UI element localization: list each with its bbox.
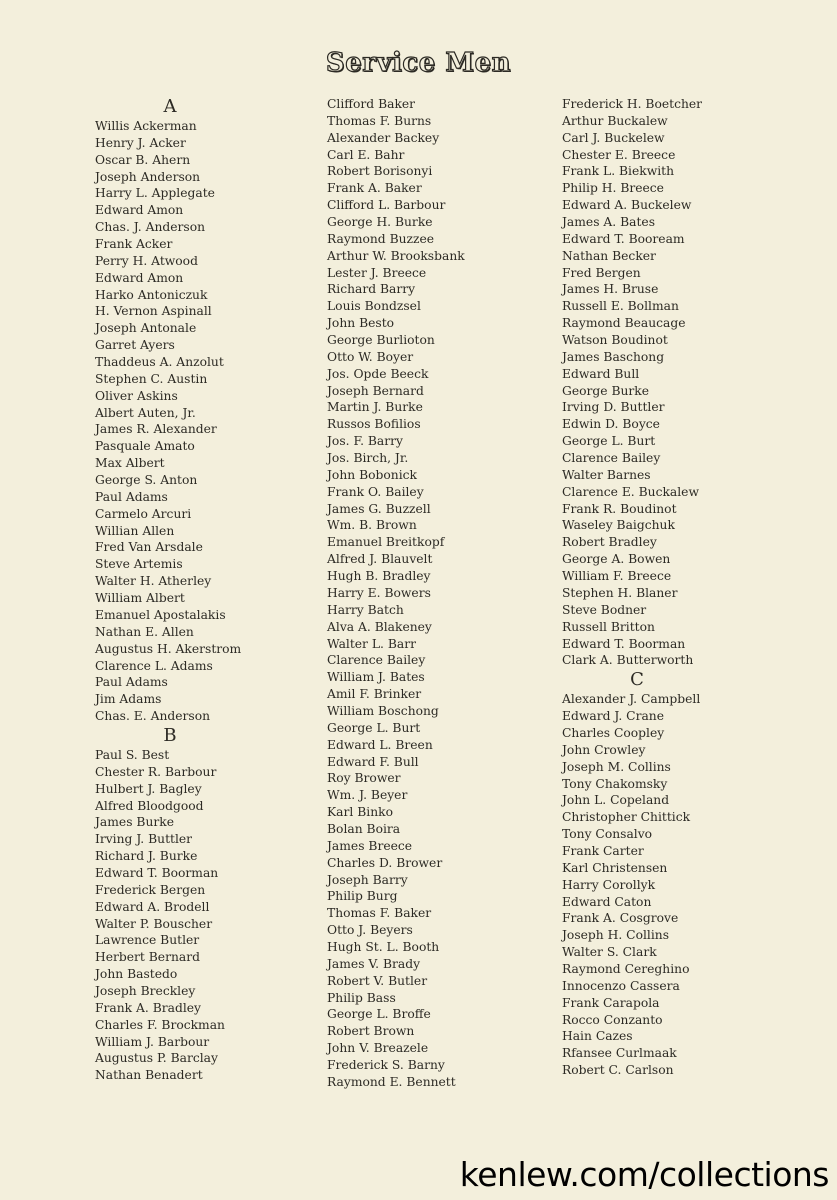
service-man-name: James Breece xyxy=(327,838,413,853)
service-man-name: Arthur W. Brooksbank xyxy=(327,248,465,263)
section-letter: B xyxy=(163,724,177,746)
service-man-name: George S. Anton xyxy=(95,473,198,488)
service-man-name: Irving D. Buttler xyxy=(562,400,665,415)
service-man-name: Russell E. Bollman xyxy=(562,299,679,314)
service-man-name: Clarence E. Buckalew xyxy=(562,484,699,499)
service-man-name: Clarence Bailey xyxy=(562,451,661,466)
service-man-name: Carl J. Buckelew xyxy=(562,130,665,145)
service-man-name: Walter Barnes xyxy=(562,467,651,482)
service-man-name: Edward A. Brodell xyxy=(95,899,210,914)
service-man-name: George Burlioton xyxy=(327,333,435,348)
service-man-name: Philip Bass xyxy=(327,990,396,1005)
service-man-name: James A. Bates xyxy=(562,215,656,230)
service-man-name: Alexander J. Campbell xyxy=(562,692,701,707)
service-man-name: Stephen C. Austin xyxy=(95,371,208,386)
service-man-name: Frank O. Bailey xyxy=(327,484,424,499)
service-man-name: Henry J. Acker xyxy=(95,135,186,150)
service-man-name: Raymond E. Bennett xyxy=(327,1074,456,1089)
service-man-name: Alexander Backey xyxy=(327,130,440,145)
service-man-name: Clarence L. Adams xyxy=(95,658,213,673)
service-man-name: Lawrence Butler xyxy=(95,933,200,948)
service-man-name: Jim Adams xyxy=(95,692,162,707)
service-man-name: George L. Burt xyxy=(562,434,656,449)
service-man-name: Martin J. Burke xyxy=(327,400,423,415)
service-man-name: Nathan E. Allen xyxy=(95,624,194,639)
service-man-name: Robert Bradley xyxy=(562,535,657,550)
service-man-name: Max Albert xyxy=(95,456,165,471)
service-man-name: Raymond Cereghino xyxy=(562,961,690,976)
service-man-name: James Baschong xyxy=(562,349,665,364)
service-man-name: H. Vernon Aspinall xyxy=(95,304,212,319)
section-letter: A xyxy=(163,96,177,117)
service-man-name: Herbert Bernard xyxy=(95,950,200,965)
service-man-name: Edward Caton xyxy=(562,894,652,909)
service-man-name: Nathan Becker xyxy=(562,248,656,263)
service-man-name: William Boschong xyxy=(327,703,439,718)
service-man-name: Edwin D. Boyce xyxy=(562,417,660,432)
service-man-name: Joseph M. Collins xyxy=(562,759,671,774)
service-man-name: Harry L. Applegate xyxy=(95,186,215,201)
service-man-name: Raymond Buzzee xyxy=(327,231,435,246)
service-man-name: William J. Bates xyxy=(327,670,425,685)
service-man-name: John V. Breazele xyxy=(327,1041,429,1056)
service-man-name: Philip Burg xyxy=(327,889,398,904)
service-man-name: Joseph H. Collins xyxy=(562,928,670,943)
service-man-name: Chester R. Barbour xyxy=(95,764,217,779)
page-title: Service Men xyxy=(325,48,512,78)
service-man-name: Alfred Bloodgood xyxy=(95,798,204,813)
service-man-name: James G. Buzzell xyxy=(327,501,431,516)
service-man-name: Hugh B. Bradley xyxy=(327,569,431,584)
service-man-name: Rocco Conzanto xyxy=(562,1012,663,1027)
service-man-name: Joseph Antonale xyxy=(95,321,197,336)
service-man-name: Frank Carapola xyxy=(562,995,660,1010)
service-man-name: Steve Artemis xyxy=(95,557,183,572)
service-man-name: George A. Bowen xyxy=(562,552,671,567)
service-man-name: Steve Bodner xyxy=(562,602,647,617)
service-man-name: Fred Van Arsdale xyxy=(95,540,203,555)
service-man-name: Chester E. Breece xyxy=(562,147,676,162)
service-man-name: John Besto xyxy=(327,316,395,331)
service-man-name: Hulbert J. Bagley xyxy=(95,781,202,796)
service-man-name: Chas. J. Anderson xyxy=(95,220,206,235)
service-man-name: Augustus H. Akerstrom xyxy=(95,641,242,656)
service-man-name: John L. Copeland xyxy=(562,793,670,808)
service-man-name: Chas. E. Anderson xyxy=(95,709,211,724)
service-man-name: Paul Adams xyxy=(95,489,168,504)
service-man-name: Roy Brower xyxy=(327,771,401,786)
service-man-name: Alva A. Blakeney xyxy=(327,619,432,634)
service-man-name: Joseph Bernard xyxy=(327,383,424,398)
service-man-name: James Burke xyxy=(95,815,174,830)
service-man-name: Emanuel Breitkopf xyxy=(327,535,445,550)
service-man-name: Tony Consalvo xyxy=(562,827,653,842)
service-man-name: Edward Bull xyxy=(562,366,640,381)
service-man-name: James H. Bruse xyxy=(562,282,659,297)
section-letter: C xyxy=(630,669,644,691)
service-man-name: Walter S. Clark xyxy=(562,945,657,960)
service-man-name: Pasquale Amato xyxy=(95,439,195,454)
service-man-name: Walter H. Atherley xyxy=(95,574,212,589)
service-man-name: Thaddeus A. Anzolut xyxy=(95,355,224,370)
service-man-name: Robert Brown xyxy=(327,1024,415,1039)
service-man-name: Philip H. Breece xyxy=(562,181,664,196)
service-man-name: Karl Christensen xyxy=(562,860,668,875)
service-man-name: Frank Carter xyxy=(562,843,644,858)
service-man-name: Walter P. Bouscher xyxy=(95,916,213,931)
service-man-name: Frank A. Cosgrove xyxy=(562,911,679,926)
service-man-name: James V. Brady xyxy=(327,956,421,971)
service-man-name: Stephen H. Blaner xyxy=(562,585,678,600)
service-man-name: Frank Acker xyxy=(95,237,173,252)
service-man-name: Edward J. Crane xyxy=(562,709,664,724)
service-man-name: Irving J. Buttler xyxy=(95,832,193,847)
service-man-name: Clarence Bailey xyxy=(327,653,426,668)
service-man-name: Alfred J. Blauvelt xyxy=(327,552,433,567)
column-3 xyxy=(562,96,712,1079)
service-man-name: Bolan Boira xyxy=(327,821,401,836)
service-man-name: Clifford Baker xyxy=(327,97,416,111)
service-man-name: Innocenzo Cassera xyxy=(562,978,680,993)
service-man-name: Wm. B. Brown xyxy=(327,518,417,533)
service-man-name: Russos Bofilios xyxy=(327,417,421,432)
service-man-name: John Crowley xyxy=(562,742,646,757)
column-1 xyxy=(95,96,245,1084)
watermark-text[interactable]: kenlew.com/collections xyxy=(459,1155,829,1194)
service-man-name: Russell Britton xyxy=(562,619,655,634)
service-man-name: Edward A. Buckelew xyxy=(562,198,692,213)
service-man-name: Frank A. Baker xyxy=(327,181,422,196)
service-man-name: Paul Adams xyxy=(95,675,168,690)
service-man-name: Arthur Buckalew xyxy=(562,113,668,128)
service-man-name: Jos. Opde Beeck xyxy=(327,366,429,381)
service-man-name: Robert V. Butler xyxy=(327,973,428,988)
service-man-name: Otto W. Boyer xyxy=(327,349,414,364)
service-man-name: Rfansee Curlmaak xyxy=(562,1046,677,1061)
service-man-name: Charles D. Brower xyxy=(327,855,443,870)
service-man-name: Willis Ackerman xyxy=(95,119,197,133)
service-man-name: Charles Coopley xyxy=(562,725,665,740)
service-man-name: Wm. J. Beyer xyxy=(327,788,408,803)
service-man-name: George H. Burke xyxy=(327,215,433,230)
service-man-name: Watson Boudinot xyxy=(562,333,668,348)
service-man-name: Hugh St. L. Booth xyxy=(327,939,440,954)
service-man-name: Edward L. Breen xyxy=(327,737,433,752)
service-man-name: Albert Auten, Jr. xyxy=(95,405,196,420)
service-man-name: Clark A. Butterworth xyxy=(562,653,694,668)
service-man-name: Emanuel Apostalakis xyxy=(95,607,226,622)
service-man-name: William J. Barbour xyxy=(95,1034,210,1049)
service-man-name: Paul S. Best xyxy=(95,747,170,762)
service-man-name: Tony Chakomsky xyxy=(562,776,668,791)
service-man-name: Raymond Beaucage xyxy=(562,316,686,331)
service-man-name: Joseph Barry xyxy=(327,872,408,887)
service-man-name: Waseley Baigchuk xyxy=(562,518,675,533)
service-man-name: Frank R. Boudinot xyxy=(562,501,677,516)
service-man-name: William F. Breece xyxy=(562,569,672,584)
service-man-name: Frederick Bergen xyxy=(95,882,206,897)
service-man-name: Jos. F. Barry xyxy=(327,434,403,449)
service-man-name: Richard J. Burke xyxy=(95,849,198,864)
service-man-name: John Bobonick xyxy=(327,467,417,482)
service-man-name: Edward Amon xyxy=(95,203,184,218)
service-man-name: Christopher Chittick xyxy=(562,810,691,825)
service-man-name: Garret Ayers xyxy=(95,338,175,353)
service-man-name: Nathan Benadert xyxy=(95,1068,203,1083)
service-man-name: Walter L. Barr xyxy=(327,636,416,651)
service-man-name: George L. Burt xyxy=(327,720,421,735)
service-man-name: Karl Binko xyxy=(327,805,393,820)
service-man-name: Frank L. Biekwith xyxy=(562,164,675,179)
service-man-name: Jos. Birch, Jr. xyxy=(327,451,409,466)
service-man-name: Clifford L. Barbour xyxy=(327,198,446,213)
service-man-name: Oliver Askins xyxy=(95,388,178,403)
service-man-name: Carl E. Bahr xyxy=(327,147,405,162)
service-man-name: Edward T. Boorman xyxy=(562,636,686,651)
service-man-name: Fred Bergen xyxy=(562,265,641,280)
service-man-name: Harry E. Bowers xyxy=(327,585,431,600)
service-man-name: Lester J. Breece xyxy=(327,265,427,280)
service-man-name: Frederick H. Boetcher xyxy=(562,97,703,111)
service-man-name: Perry H. Atwood xyxy=(95,253,198,268)
service-man-name: Frank A. Bradley xyxy=(95,1000,201,1015)
service-man-name: Willian Allen xyxy=(95,523,175,538)
service-man-name: James R. Alexander xyxy=(95,422,217,437)
service-man-name: John Bastedo xyxy=(95,967,178,982)
service-man-name: Richard Barry xyxy=(327,282,416,297)
service-man-name: Thomas F. Baker xyxy=(327,906,432,921)
column-2 xyxy=(327,96,465,1091)
service-man-name: George Burke xyxy=(562,383,650,398)
service-man-name: Harko Antoniczuk xyxy=(95,287,208,302)
service-man-name: Joseph Anderson xyxy=(95,169,201,184)
service-man-name: Edward T. Booream xyxy=(562,231,685,246)
service-man-name: Otto J. Beyers xyxy=(327,923,413,938)
service-man-name: Amil F. Brinker xyxy=(327,687,422,702)
service-man-name: Charles F. Brockman xyxy=(95,1017,225,1032)
service-man-name: Frederick S. Barny xyxy=(327,1057,445,1072)
service-man-name: Oscar B. Ahern xyxy=(95,152,191,167)
service-man-name: Edward Amon xyxy=(95,270,184,285)
service-man-name: Harry Corollyk xyxy=(562,877,656,892)
service-man-name: Robert C. Carlson xyxy=(562,1063,674,1078)
service-man-name: Louis Bondzsel xyxy=(327,299,421,314)
service-man-name: Edward T. Boorman xyxy=(95,865,219,880)
service-man-name: Robert Borisonyi xyxy=(327,164,433,179)
service-man-name: William Albert xyxy=(95,591,185,606)
service-man-name: Joseph Breckley xyxy=(95,983,196,998)
service-man-name: Augustus P. Barclay xyxy=(95,1051,218,1066)
service-man-name: Edward F. Bull xyxy=(327,754,419,769)
service-man-name: Harry Batch xyxy=(327,602,404,617)
service-man-name: Carmelo Arcuri xyxy=(95,506,192,521)
service-man-name: Thomas F. Burns xyxy=(327,113,432,128)
service-man-name: George L. Broffe xyxy=(327,1007,431,1022)
service-man-name: Hain Cazes xyxy=(562,1029,633,1044)
